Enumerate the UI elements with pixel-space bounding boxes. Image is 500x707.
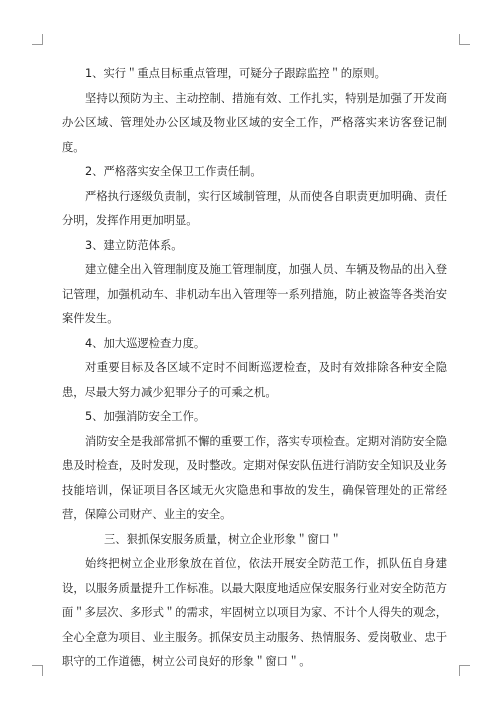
item-heading-3: 3、建立防范体系。 — [85, 238, 183, 252]
body-paragraph-4: 对重要目标及各区域不定时不间断巡逻检查，及时有效排除各种安全隐患，尽最大努力减少犯罪分子的可乘之机。 — [62, 361, 447, 399]
body-paragraph-3: 建立健全出入管理制度及施工管理制度，加强人员、车辆及物品的出入登记管理，加强机动车、非机动车出入管理等一系列措施，防止被盗等各类治安案件发生。 — [62, 263, 447, 325]
crop-mark-top-right — [459, 34, 470, 45]
crop-mark-bottom-right — [459, 665, 470, 676]
body-paragraph-6: 始终把树立企业形象放在首位，依法开展安全防范工作，抓队伍自身建设，以服务质量提升工作标准。以最大限度地适应保安服务行业对安全防范方面＂多层次、多形式＂的需求，牢固树立以项目为家、不计个人得失的观念，全心全意为项目、业主服务。抓保安员主动服务、热情服务、爱岗敬业、忠于职守的工作道德，树立公司良好的形象＂窗口＂。 — [62, 557, 447, 668]
section-heading-3: 三、狠抓保安服务质量，树立企业形象＂窗口＂ — [104, 532, 342, 546]
item-heading-4: 4、加大巡逻检查力度。 — [85, 336, 206, 350]
crop-mark-bottom-left — [32, 665, 43, 676]
document-body — [62, 62, 447, 675]
item-heading-2: 2、严格落实安全保卫工作责任制。 — [85, 165, 262, 178]
body-paragraph-2: 严格执行逐级负责制，实行区域制管理，从而使各自职责更加明确、责任分明，发挥作用更加明显。 — [62, 189, 447, 227]
item-heading-5: 5、加强消防安全工作。 — [85, 410, 206, 423]
body-paragraph-1: 坚持以预防为主、主动控制、措施有效、工作扎实，特别是加强了开发商办公区域、管理处办公区域及物业区域的安全工作，严格落实来访客登记制度。 — [62, 91, 447, 154]
item-heading-1: 1、实行＂重点目标重点管理，可疑分子跟踪监控＂的原则。 — [85, 67, 386, 80]
body-paragraph-5: 消防安全是我部常抓不懈的重要工作，落实专项检查。定期对消防安全隐患及时检查，及时发现，及时整改。定期对保安队伍进行消防安全知识及业务技能培训，保证项目各区域无火灾隐患和事故的发生，确保管理处的正常经营，保障公司财产、业主的安全。 — [62, 434, 447, 521]
crop-mark-top-left — [32, 34, 43, 45]
